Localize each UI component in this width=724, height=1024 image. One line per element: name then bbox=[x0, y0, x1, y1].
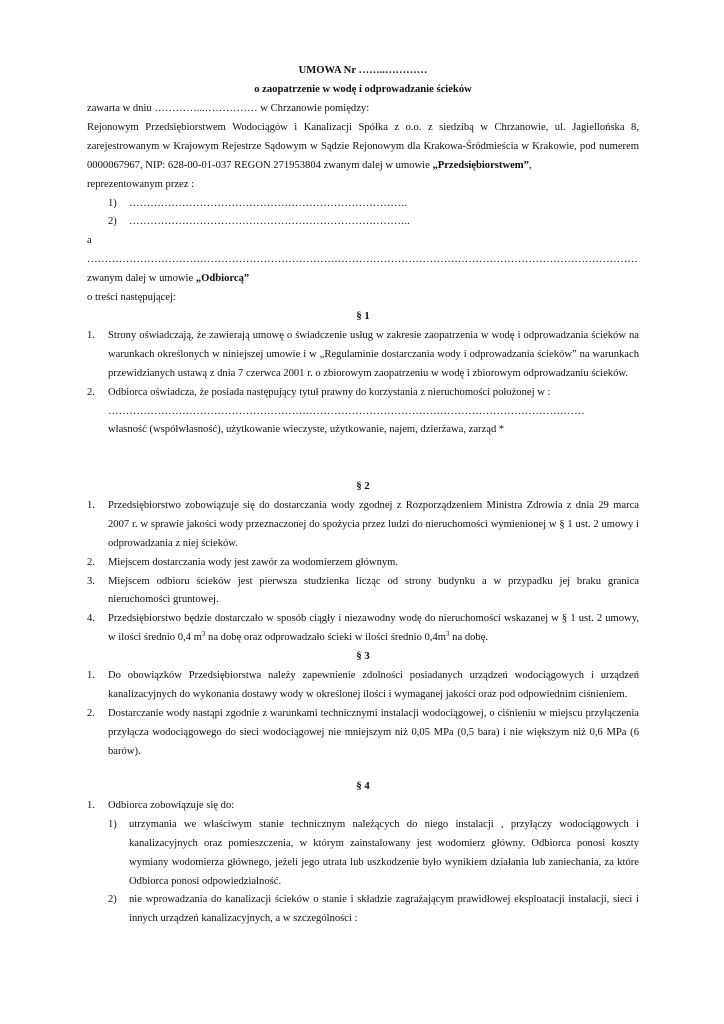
s2-paragraph-3 bbox=[87, 573, 639, 611]
s4-i1-number: 1) bbox=[108, 818, 117, 830]
s1-p2-number: 2. bbox=[87, 386, 95, 398]
customer-named-line bbox=[87, 270, 639, 289]
s2-p4-sup-2: 3 bbox=[446, 630, 450, 639]
s2-p1-number: 1. bbox=[87, 499, 95, 511]
s4-i2-text: nie wprowadzania do kanalizacji ścieków o stanie i składzie zagrażającym prawidłowej eksploatacji instalacji, sieci i innych urządzeń kanalizacyjnych, a w szczególności : bbox=[129, 894, 639, 925]
representative-2 bbox=[87, 213, 639, 232]
company-paragraph bbox=[87, 119, 639, 176]
s2-paragraph-4 bbox=[87, 610, 639, 648]
section-1-heading: § 1 bbox=[356, 310, 370, 322]
rep-1-number: 1) bbox=[108, 197, 117, 209]
s2-p4-sup-1: 3 bbox=[201, 630, 206, 639]
s2-p3-number: 3. bbox=[87, 575, 95, 587]
and-word: a bbox=[87, 235, 92, 247]
s3-p2-number: 2. bbox=[87, 707, 95, 719]
s2-paragraph-1 bbox=[87, 497, 639, 554]
s1-paragraph-2 bbox=[87, 384, 639, 441]
s2-p4-number: 4. bbox=[87, 613, 95, 625]
s2-p1-text: Przedsiębiorstwo zobowiązuje się do dostarczania wody zgodnej z Rozporządzeniem Ministra Zdrowia z dnia 29 marca 2007 r. w sprawie jakości wody przeznaczonej do spożycia przez ludzi do nieruchomości wymienionej w § 1 ust. 2 umowy i odprowadzania z niej ścieków. bbox=[108, 499, 639, 549]
s4-paragraph-1 bbox=[87, 797, 639, 816]
s3-p2-text: Dostarczanie wody nastąpi zgodnie z warunkami technicznymi instalacji wodociągowej, o ciśnieniu w miejscu przyłączenia przyłącza wodociągowego do sieci wodociągowej nie mniejszym niż 0,05 MPa (0,5 bara) i nie większym niż 0,6 MPa (6 barów). bbox=[108, 707, 639, 757]
contract-subtitle: o zaopatrzenie w wodę i odprowadzanie ścieków bbox=[254, 84, 472, 95]
intro-section bbox=[87, 100, 639, 440]
content-intro: o treści następującej: bbox=[87, 292, 176, 304]
contract-title: UMOWA Nr ……..………… bbox=[298, 65, 428, 76]
s2-p4-text-b: na dobę oraz odprowadzało ścieki w ilości średnio 0,4m bbox=[205, 632, 447, 644]
title-options: własność (współwłasność), użytkowanie wieczyste, użytkowanie, najem, dzierżawa, zarząd * bbox=[108, 424, 505, 436]
s1-p1-number: 1. bbox=[87, 329, 95, 341]
section-2 bbox=[87, 478, 639, 762]
s4-item-1 bbox=[87, 816, 639, 892]
s1-paragraph-1 bbox=[87, 327, 639, 384]
s2-p2-text: Miejscem dostarczania wody jest zawór za wodomierzem głównym. bbox=[108, 556, 399, 568]
s2-paragraph-2 bbox=[87, 554, 639, 573]
s2-p2-number: 2. bbox=[87, 556, 95, 568]
named-prefix: zwanym dalej w umowie bbox=[87, 273, 196, 285]
section-2-heading: § 2 bbox=[356, 481, 370, 492]
property-blank-line: ……………………………………………………………………………………………………………………… bbox=[108, 405, 585, 417]
company-alias: „Przedsiębiorstwem” bbox=[432, 159, 529, 171]
s4-p1-number: 1. bbox=[87, 799, 95, 811]
represented-by: reprezentowanym przez : bbox=[87, 178, 195, 190]
rep-1-blank: ……………………………………………………………………. bbox=[129, 197, 408, 209]
s1-p1-text: Strony oświadczają, że zawierają umowę o świadczenie usług w zakresie zaopatrzenia w wodę i odprowadzania ścieków na warunkach określonych w niniejszej umowie i w „Regulaminie dostarczania wody i odprowadzania ścieków” na warunkach przewidzianych ustawą z dnia 7 czerwca 2001 r. o zbiorowym zaopatrzeniu w wodę i zbiorowym odprowadzaniu ścieków. bbox=[108, 329, 639, 379]
section-3-heading: § 3 bbox=[356, 651, 370, 663]
s4-p1-text: Odbiorca zobowiązuje się do: bbox=[108, 799, 235, 811]
rep-2-blank: …………………………………………………………………….. bbox=[129, 216, 410, 228]
s4-i1-text: utrzymania we właściwym stanie technicznym należących do niego instalacji , przyłączy wodociągowych i kanalizacyjnych oraz pomieszczenia, w którym zainstalowany jest wodomierz główny. Odbiorca ponosi koszty wymiany wodomierza głównego, jeżeli jego utrata lub uszkodzenie było wynikiem działania lub zaniechania, za które Odbiorca ponosi odpowiedzialność. bbox=[129, 818, 639, 887]
s2-p3-text: Miejscem odbioru ścieków jest pierwsza studzienka licząc od strony budynku a w przypadku jej braku granica nieruchomości gruntowej. bbox=[108, 575, 639, 606]
customer-blank-line: ………………………………………………………………………………………………………………………………………… bbox=[87, 254, 638, 266]
s1-p2-text: Odbiorca oświadcza, że posiada następujący tytuł prawny do korzystania z nieruchomości położonej w : bbox=[108, 386, 551, 398]
customer-alias: „Odbiorcą” bbox=[195, 273, 250, 285]
section-4 bbox=[87, 778, 639, 929]
s3-p1-text: Do obowiązków Przedsiębiorstwa należy zapewnienie zdolności posiadanych urządzeń wodociągowych i urządzeń kanalizacyjnych do wykonania dostawy wody w określonej ilości i wymaganej jakości oraz pod odpowiednim ciśnieniem. bbox=[108, 670, 639, 700]
s2-p4-text bbox=[108, 610, 639, 648]
rep-2-number: 2) bbox=[108, 216, 117, 228]
company-text-end: , bbox=[528, 159, 532, 171]
section-4-heading: § 4 bbox=[356, 781, 370, 792]
intro-date-line: zawarta w dniu …………...…………… w Chrzanowie pomiędzy: bbox=[87, 103, 370, 114]
s2-p4-text-c: na dobę. bbox=[449, 632, 489, 644]
s3-p1-number: 1. bbox=[87, 670, 95, 682]
company-text: Rejonowym Przedsiębiorstwem Wodociągów i Kanalizacji Spółka z o.o. z siedzibą w Chrzanowie, ul. Jagiellońska 8, zarejestrowanym w Krajowym Rejestrze Sądowym w Sądzie Rejonowym dla Krakowa-Śródmieścia w Krakowie, pod numerem 0000067967, NIP: 628-00-01-037 REGON 271953804 zwanym dalej w umowie bbox=[87, 121, 639, 171]
representative-1 bbox=[87, 195, 639, 214]
s3-paragraph-2 bbox=[87, 705, 639, 762]
s3-paragraph-1 bbox=[87, 667, 639, 705]
s4-i2-number: 2) bbox=[108, 894, 117, 906]
s4-item-2 bbox=[87, 891, 639, 929]
s2-p4-text-a: Przedsiębiorstwo będzie dostarczało w sposób ciągły i niezawodny wodę do nieruchomości wskazanej w § 1 ust. 2 umowy, w ilości średnio 0,4 m bbox=[108, 613, 639, 644]
